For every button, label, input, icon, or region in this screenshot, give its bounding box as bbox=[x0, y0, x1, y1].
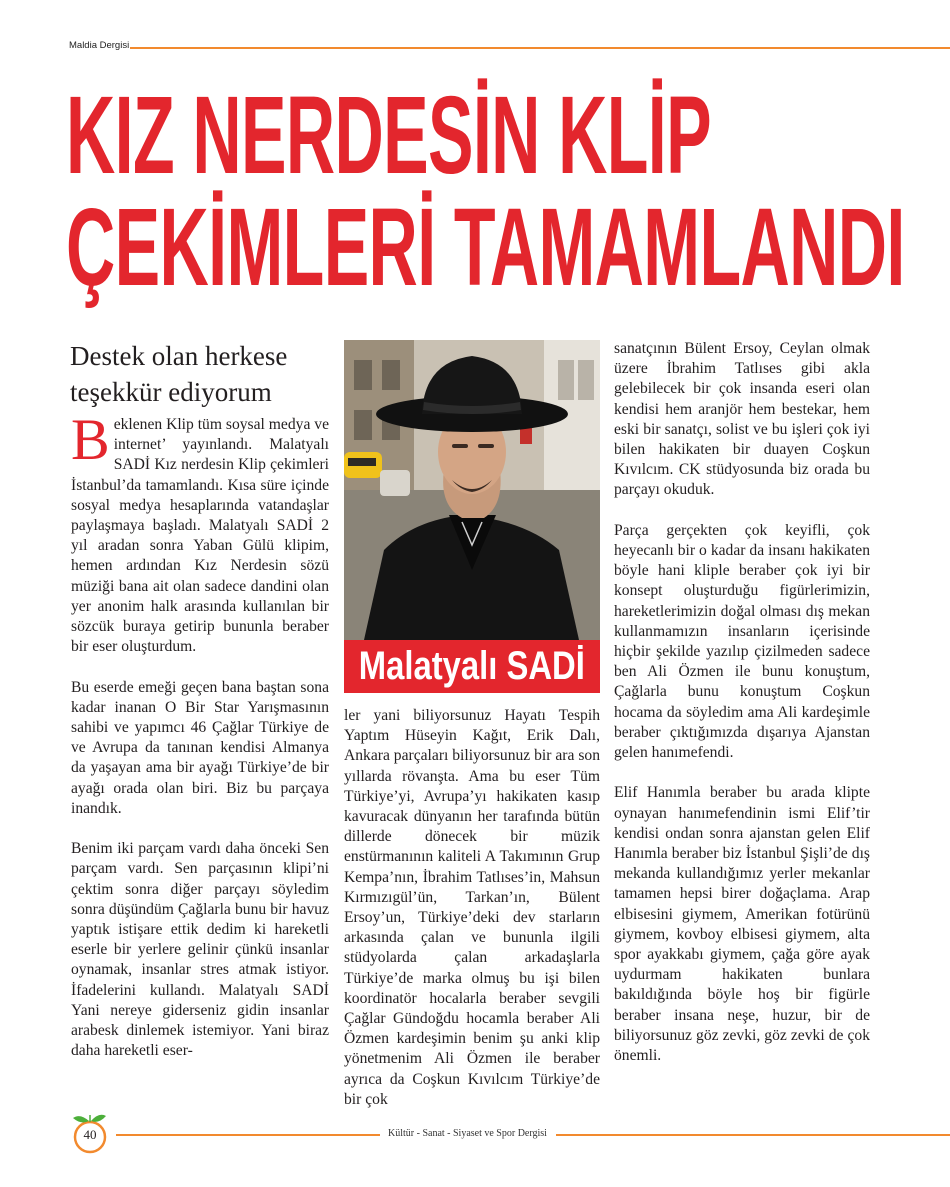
headline-line-1: KIZ NERDESİN KLİP bbox=[66, 74, 711, 197]
footer-rule-left bbox=[116, 1134, 380, 1136]
footer-rule-right bbox=[556, 1134, 950, 1136]
text-column-3 bbox=[614, 339, 870, 1066]
text-column-1 bbox=[71, 407, 329, 1061]
article-subtitle bbox=[70, 338, 338, 410]
drop-cap: B bbox=[71, 407, 110, 472]
artist-photo bbox=[344, 340, 600, 640]
paragraph: ler yani biliyorsunuz Hayatı Tespih Yaptım Hüseyin Kağıt, Erik Dalı, Ankara parçaları biliyorsunuz bir ara son yıllarda rövanşta. Ama bu eser Tüm Türkiye’yi, Avrupa’yı hakikaten kasıp kavuracak dünyanın her tarafında bütün dillerde dönecek bir müzik enstürmanının kaliteli A Takımının Grup Kempa’nın, İbrahim Tatlıses’in, Mahsun Kırmızıgül’ün, Tarkan’ın, Bülent Ersoy’un, Türkiye’deki dev starların arkasında çalan ve bununla ilgili stüdyolarda çalan arkadaşlarla Türkiye’de marka olmuş bu işi bilen koordinatör hocalarla beraber sevgili Çağlar Gündoğdu hocamla beraber Ali Özmen kardeşimin benim şu anki klip yönetmenim Ali Özmen ile beraber ayrıca da Coşkun Kıvılcım Türkiye’de bir çok bbox=[344, 707, 600, 1108]
subtitle-line-2: teşekkür ediyorum bbox=[70, 377, 272, 407]
page-number: 40 bbox=[83, 1127, 97, 1142]
header-rule bbox=[130, 47, 950, 49]
paragraph: Bu eserde emeği geçen bana baştan sona kadar inanan O Bir Star Yarışmasının sahibi ve yapımcı 46 Çağlar Türkiye de ve Avrupa da tanınan kendisi Almanya da yaşayan ama bir ayağı Türkiye’de bir ayağı orada olan biri. Biz bu parçaya inandık. bbox=[71, 678, 329, 817]
photo-caption-text: Malatyalı SADİ bbox=[358, 644, 586, 688]
paragraph: sanatçının Bülent Ersoy, Ceylan olmak üzere İbrahim Tatlıses gibi akla gelebilecek bir çok insanda eseri olan kendisi hem aranjör hem bestekar, hem eski bir sanatçı, solist ve bu işleri çok iyi bilen hakikaten bir duayen Coşkun Kıvılcım. CK stüdyosunda biz orada bu parçayı okuduk. bbox=[614, 340, 870, 499]
paragraph: Benim iki parçam vardı daha önceki Sen parçam vardı. Sen parçasının klipi’ni çektim sonra diğer parçayı söyledim sonra düşündüm Çağlarla bunu bir havuz yaptık istişare ettik dedim ki hareketli eserle bir yerlere gelinir çünkü insanlar oynamak, insanlar stres atmak istiyor. İfadelerini kullandı. Malatyalı SADİ Yani nereye giderseniz gidin insanlar arabesk dinlemek istemiyor. Yani biraz daha hareketli eser- bbox=[71, 840, 329, 1060]
leaf-icon bbox=[91, 1115, 106, 1122]
text-column-2 bbox=[344, 706, 600, 1110]
article-headline bbox=[66, 74, 905, 309]
headline-line-2: ÇEKİMLERİ TAMAMLANDI bbox=[66, 186, 905, 309]
artist-photo-illustration bbox=[344, 340, 600, 640]
leaf-icon bbox=[73, 1116, 89, 1122]
paragraph: Parça gerçekten çok keyifli, çok heyecanlı bir o kadar da insanı hakikaten böyle hani kliple beraber çok iyi bir konsept oluşturduğu figürlerimizin, hareketlerimizin doğal olması dış mekan kullanmamızın insanların içerisinde hiçbir şekilde yazılıp çizilmeden sadece ben Ali Özmen ile bunu konuştum, Çağlarla bunu konuştum Coşkun hocama da söyledim ama Ali kardeşimle beraber çıktığımızda dışarıya Ajanstan gelen hanımefendi. bbox=[614, 521, 870, 762]
photo-caption bbox=[344, 640, 600, 693]
subtitle-line-1: Destek olan herkese bbox=[70, 341, 288, 371]
paragraph: Elif Hanımla beraber bu arada klipte oynayan hanımefendinin ismi Elif’tir kendisi ondan sonra ajanstan gelen Elif Hanımla beraber biz İstanbul Şişli’de dış mekanda kullandığımız yerler mekanlar tamamen hepsi birer doğaçlama. Arap elbisesini giymem, Amerikan fotürünü giymem, kovboy elbisesi giymem, alta spor ayakkabı giymem, çağa göre ayak uydurmam hakikaten bunlara bakıldığında böyle hoş bir figürle beraber insana neşe, huzur, bir de biliyorsunuz göz zevki, göz zevki de çok önemli. bbox=[614, 784, 870, 1065]
footer-tagline: Kültür - Sanat - Siyaset ve Spor Dergisi bbox=[388, 1128, 547, 1139]
paragraph: Beklenen Klip tüm soysal medya ve internet’ yayınlandı. Malatyalı SADİ Kız nerdesin Klip çekimleri İstanbul’da tamamlandı. Kısa süre içinde sosyal medya hesaplarında vatandaşlar paylaşmaya başladı. Malatyalı SADİ 2 yıl aradan sonra Yaban Gülü klipim, hemen ardından Kız Nerdesin sözü müziği bana ait olan sadece dandini olan yer anonim halk arasında kullanılan bir sözcük buraya getirip bununla beraber bir eser oluşturdum. bbox=[71, 407, 329, 656]
magazine-name: Maldia Dergisi bbox=[69, 40, 130, 51]
